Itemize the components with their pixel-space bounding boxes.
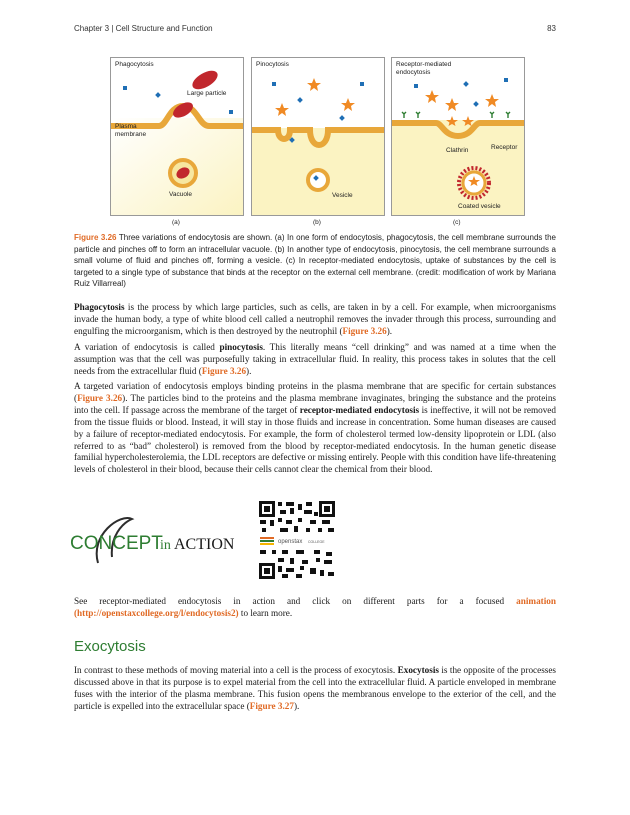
- paragraph-receptor-mediated: [74, 381, 556, 476]
- panel-phagocytosis: [110, 57, 244, 216]
- sublabel-a: (a): [172, 219, 180, 226]
- figure-ref-link[interactable]: Figure 3.26: [77, 392, 123, 403]
- term-phagocytosis: Phagocytosis: [74, 302, 125, 312]
- panel-pinocytosis: [251, 57, 385, 216]
- paragraph-text: is the process by which large particles, such as cells, are taken in by a cell. For example, when microorganisms invade the human body, a type of white blood cell called a neutrophil removes the invader through this process, surrounding and engulfing the microorganism, which is then destroyed by the neutrophil (: [74, 302, 556, 336]
- label-clathrin: Clathrin: [446, 147, 469, 154]
- paragraph-text: is ineffective, it will not be removed from the tissue fluids or blood. Instead, it will stay in those fluids and increase in concentration. Some human diseases are caused by a failure of receptor-mediated endocytosis. For example, the form of cholesterol termed low-density lipoprotein or LDL (also referred to as “bad” cholesterol) is removed from the blood by receptor-mediated endocytosis. In the human genetic disease familial hypercholesterolemia, the LDL receptors are defective or missing entirely. People with this condition have life-threatening levels of cholesterol in their blood, because their cells cannot clear the chemical from their blood.: [74, 404, 556, 475]
- paragraph-text: A variation of endocytosis is called: [74, 342, 220, 352]
- label-large-particle: Large particle: [187, 90, 227, 97]
- running-header-chapter: Chapter 3 | Cell Structure and Function: [74, 24, 213, 33]
- panel-c-title: Receptor-mediated endocytosis: [396, 61, 452, 76]
- pinocytosis-illustration: [252, 58, 384, 215]
- label-coated-vesicle: Coated vesicle: [458, 203, 501, 210]
- paragraph-text: ).: [294, 700, 300, 711]
- animation-link[interactable]: animation (http://openstaxcollege.org/l/endocytosis2): [74, 596, 556, 618]
- figure-ref-link[interactable]: Figure 3.27: [249, 700, 294, 711]
- sublabel-b: (b): [313, 219, 321, 226]
- sublabel-c: (c): [453, 219, 461, 226]
- label-vesicle: Vesicle: [332, 192, 353, 199]
- panel-receptor-mediated: [391, 57, 525, 216]
- paragraph-pinocytosis: [74, 342, 556, 378]
- label-plasma-membrane: Plasma membrane: [115, 123, 147, 138]
- paragraph-text: to learn more.: [238, 607, 293, 618]
- receptor-mediated-illustration: [392, 58, 524, 215]
- label-receptor: Receptor: [491, 144, 518, 151]
- term-pinocytosis: pinocytosis: [219, 342, 263, 352]
- paragraph-text: In contrast to these methods of moving material into a cell is the process of exocytosis.: [74, 665, 398, 675]
- paragraph-see-animation: [74, 596, 556, 620]
- paragraph-text: A targeted variation of endocytosis employs binding proteins in the plasma membrane that are specific for certain substances (: [74, 381, 556, 403]
- panel-b-title: Pinocytosis: [256, 61, 289, 68]
- section-heading-exocytosis: Exocytosis: [74, 638, 146, 655]
- paragraph-exocytosis: [74, 665, 556, 713]
- paragraph-text: ).: [386, 325, 393, 336]
- cia-in-text: in: [160, 538, 171, 553]
- figure-ref-link[interactable]: Figure 3.26: [201, 365, 247, 376]
- paragraph-text: . This literally means “cell drinking” and was named at a time when the assumption was that the cell was purposefully taking in extracellular fluid. In reality, this process takes in solutes that the cell needs from the extracellular fluid (: [74, 342, 556, 376]
- cia-concept-text: CONCEPT: [70, 533, 163, 554]
- label-vacuole: Vacuole: [169, 191, 193, 198]
- qr-brand-suffix: COLLEGE: [308, 540, 325, 544]
- figure-caption-text: Three variations of endocytosis are shown. (a) In one form of endocytosis, phagocytosis, the cell membrane surrounds the particle and pinches off to form an intracellular vacuole. (b) In another type of endocytosis, pinocytosis, the cell membrane surrounds a small volume of fluid and pinches off, forming a vesicle. (c) In receptor-mediated endocytosis, uptake of substances by the cell is targeted to a single type of substance that binds at the receptor on the external cell membrane. (credit: modification of work by Mariana Ruiz Villarreal): [74, 233, 556, 288]
- cia-action-text: ACTION: [174, 536, 235, 553]
- figure-ref-link[interactable]: Figure 3.26: [342, 325, 387, 336]
- paragraph-text: ). The particles bind to the proteins and the plasma membrane invaginates, bringing the substance and the proteins into the cell. If passage across the membrane of the target of: [74, 392, 556, 415]
- term-exocytosis: Exocytosis: [397, 665, 439, 675]
- figure-caption-label: Figure 3.26: [74, 233, 117, 242]
- term-receptor-mediated-endocytosis: receptor-mediated endocytosis: [299, 404, 420, 415]
- page-number: 83: [547, 24, 556, 33]
- paragraph-text: ).: [246, 365, 252, 376]
- paragraph-text: is the opposite of the processes discussed above in that its purpose is to expel material from the cell into the extracellular fluid. A particle enveloped in membrane fuses with the interior of the plasma membrane. This fusion opens the membranous envelope to the exterior of the cell, and the particle is expelled into the extracellular space (: [74, 665, 556, 711]
- qr-brand-text: openstax: [278, 539, 303, 545]
- concept-in-action-logo: [70, 505, 250, 575]
- paragraph-text: See receptor-mediated endocytosis in action and click on different parts for a focused: [74, 596, 517, 606]
- panel-a-title: Phagocytosis: [115, 61, 154, 68]
- figure-endocytosis: [110, 57, 528, 227]
- figure-caption: [74, 232, 556, 290]
- paragraph-phagocytosis: [74, 302, 556, 338]
- qr-code[interactable]: [258, 500, 336, 580]
